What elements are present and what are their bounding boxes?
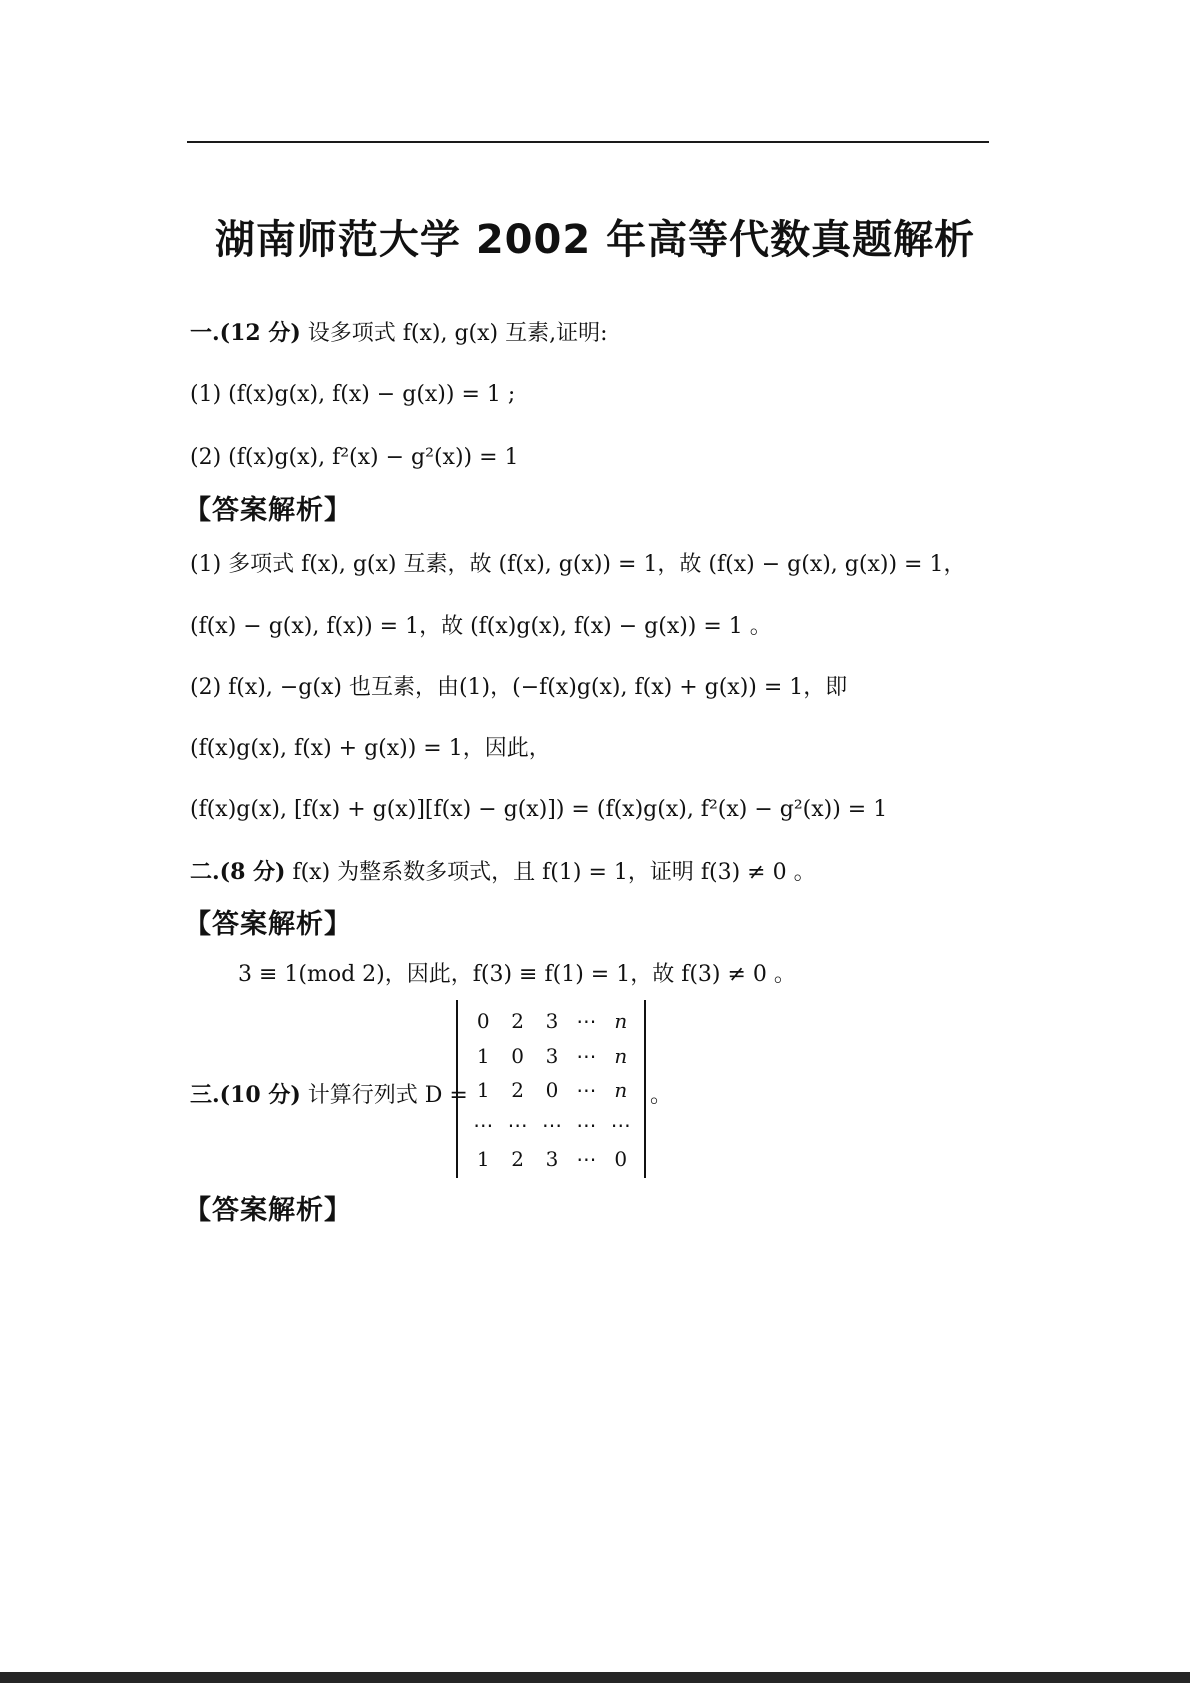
q1-part1: (1) (f(x)g(x), f(x) − g(x)) = 1 ; xyxy=(190,382,516,407)
q2-text: f(x) 为整系数多项式，且 f(1) = 1，证明 f(3) ≠ 0 。 xyxy=(285,860,816,885)
a1-line-2: (f(x) − g(x), f(x)) = 1，故 (f(x)g(x), f(x) − g(x)) = 1 。 xyxy=(190,614,772,639)
determinant-cell: 3 xyxy=(545,1147,559,1172)
determinant-grid xyxy=(466,1004,638,1177)
determinant-cell: 0 xyxy=(476,1009,490,1034)
determinant-cell: 2 xyxy=(511,1078,524,1103)
determinant-cell: ⋯ xyxy=(541,1112,562,1137)
q1-text: 设多项式 f(x), g(x) 互素,证明: xyxy=(300,321,608,346)
determinant-cell: n xyxy=(614,1078,628,1103)
determinant-cell: 0 xyxy=(511,1043,524,1068)
determinant-cell: 1 xyxy=(476,1147,490,1172)
determinant-cell: ⋯ xyxy=(576,1147,597,1172)
determinant-cell: 1 xyxy=(476,1043,490,1068)
determinant-cell: 2 xyxy=(511,1009,524,1034)
determinant-cell: ⋯ xyxy=(576,1043,597,1068)
a1-line-5: (f(x)g(x), [f(x) + g(x)][f(x) − g(x)]) = (f(x)g(x), f²(x) − g²(x)) = 1 xyxy=(190,797,888,822)
answer-heading-1: 【答案解析】 xyxy=(184,495,352,526)
determinant-cell: n xyxy=(614,1043,628,1068)
q1-heading: 一.(12 分) xyxy=(190,320,301,346)
determinant-cell: 3 xyxy=(545,1043,559,1068)
q1-statement xyxy=(190,318,608,349)
determinant-cell: 1 xyxy=(476,1078,490,1103)
determinant-cell: ⋯ xyxy=(576,1009,597,1034)
determinant-cell: ⋯ xyxy=(473,1112,494,1137)
a1-line-4: (f(x)g(x), f(x) + g(x)) = 1，因此， xyxy=(190,736,551,761)
determinant-cell: ⋯ xyxy=(576,1078,597,1103)
determinant-cell: 0 xyxy=(545,1078,559,1103)
determinant xyxy=(456,1000,646,1178)
determinant-cell: ⋯ xyxy=(576,1112,597,1137)
top-rule xyxy=(187,141,989,143)
a1-line-3: (2) f(x), −g(x) 也互素，由(1)，(−f(x)g(x), f(x) + g(x)) = 1，即 xyxy=(190,675,848,700)
q3-heading: 三.(10 分) xyxy=(190,1082,301,1108)
q1-part2: (2) (f(x)g(x), f²(x) − g²(x)) = 1 xyxy=(190,445,519,470)
q2-statement xyxy=(190,857,816,888)
q2-heading: 二.(8 分) xyxy=(190,859,286,885)
a2-line-1: 3 ≡ 1(mod 2)，因此，f(3) ≡ f(1) = 1，故 f(3) ≠ 0 。 xyxy=(238,962,796,987)
q3-tail: 。 xyxy=(650,1083,673,1108)
scan-bottom-edge xyxy=(0,1672,1190,1683)
q3-text: 计算行列式 D = xyxy=(300,1083,468,1108)
page-title: 湖南师范大学 2002 年高等代数真题解析 xyxy=(214,217,976,263)
determinant-cell: 0 xyxy=(614,1147,628,1172)
determinant-cell: n xyxy=(614,1009,628,1034)
determinant-cell: ⋯ xyxy=(610,1112,631,1137)
a1-line-1: (1) 多项式 f(x), g(x) 互素，故 (f(x), g(x)) = 1，故 (f(x) − g(x), g(x)) = 1， xyxy=(190,552,966,577)
determinant-cell: 2 xyxy=(511,1147,524,1172)
determinant-cell: 3 xyxy=(545,1009,559,1034)
q3-label xyxy=(190,1078,468,1109)
answer-heading-3: 【答案解析】 xyxy=(184,1195,352,1226)
q3-statement xyxy=(190,1000,890,1180)
determinant-cell: ⋯ xyxy=(507,1112,528,1137)
answer-heading-2: 【答案解析】 xyxy=(184,909,352,940)
